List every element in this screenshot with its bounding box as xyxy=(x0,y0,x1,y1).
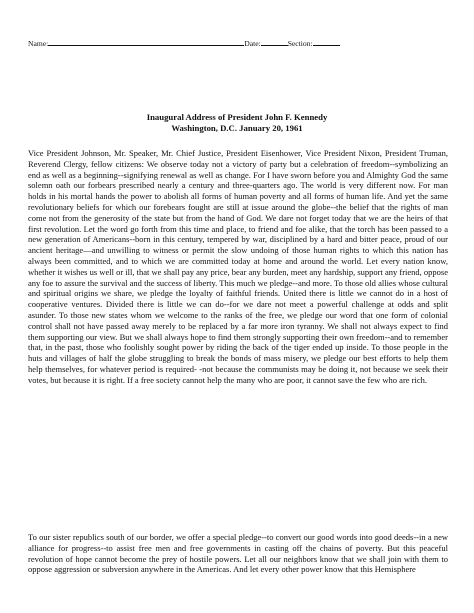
paragraph-1: Vice President Johnson, Mr. Speaker, Mr. Chief Justice, President Eisenhower, Vice President Nixon, President Truman, Reverend Clergy, fellow citizens: We observe today not a victory of party but a celebration of freedom--symbolizing an end as well as a beginning--signifying renewal as well as change. For I have sworn before you and Almighty God the same solemn oath our forbears prescribed nearly a century and three-quarters ago. The world is very different now. For man holds in his mortal hands the power to abolish all forms of human poverty and all forms of human life. And yet the same revolutionary beliefs for which our forebears fought are still at issue around the globe--the belief that the rights of man come not from the generosity of the state but from the hand of God. We dare not forget today that we are the heirs of that first revolution. Let the word go forth from this time and place, to friend and foe alike, that the torch has been passed to a new generation of Americans--born in this century, tempered by war, disciplined by a hard and bitter peace, proud of our ancient heritage—and unwilling to witness or permit the slow undoing of those human rights to which this nation has always been committed, and to which we are committed today at home and around the world. Let every nation know, whether it wishes us well or ill, that we shall pay any price, bear any burden, meet any hardship, support any friend, oppose any foe to assure the survival and the success of liberty. This much we pledge--and more. To those old allies whose cultural and spiritual origins we share, we pledge the loyalty of faithful friends. United there is little we cannot do in a host of cooperative ventures. Divided there is little we can do--for we dare not meet a powerful challenge at odds and split asunder. To those new states whom we welcome to the ranks of the free, we pledge our word that one form of colonial control shall not have passed away merely to be replaced by a far more iron tyranny. We shall not always expect to find them supporting our view. But we shall always hope to find them strongly supporting their own freedom--and to remember that, in the past, those who foolishly sought power by riding the back of the tiger ended up inside. To those people in the huts and villages of half the globe struggling to break the bonds of mass misery, we pledge our best efforts to help them help themselves, for whatever period is required- -not because the communists may be doing it, not because we seek their votes, but because it is right. If a free society cannot help the many who are poor, it cannot save the few who are rich. xyxy=(28,148,448,385)
title-line-2: Washington, D.C. January 20, 1961 xyxy=(171,122,303,133)
section-blank xyxy=(313,38,340,46)
section-label: Section: xyxy=(287,39,313,48)
name-label: Name: xyxy=(28,39,49,48)
paragraph-2: To our sister republics south of our border, we offer a special pledge--to convert our good words into good deeds--in a new alliance for progress--to assist free men and free governments in casting off the chains of poverty. But this peaceful revolution of hope cannot become the prey of hostile powers. Let all our neighbors know that we shall join with them to oppose aggression or subversion anywhere in the Americas. And let every other power know that this Hemisphere xyxy=(28,532,448,575)
title-line-1: Inaugural Address of President John F. Kennedy xyxy=(146,112,328,122)
student-info-line xyxy=(28,38,340,48)
document-title xyxy=(0,112,474,134)
date-blank xyxy=(261,38,288,46)
name-blank xyxy=(48,38,244,46)
date-label: Date: xyxy=(244,39,261,48)
